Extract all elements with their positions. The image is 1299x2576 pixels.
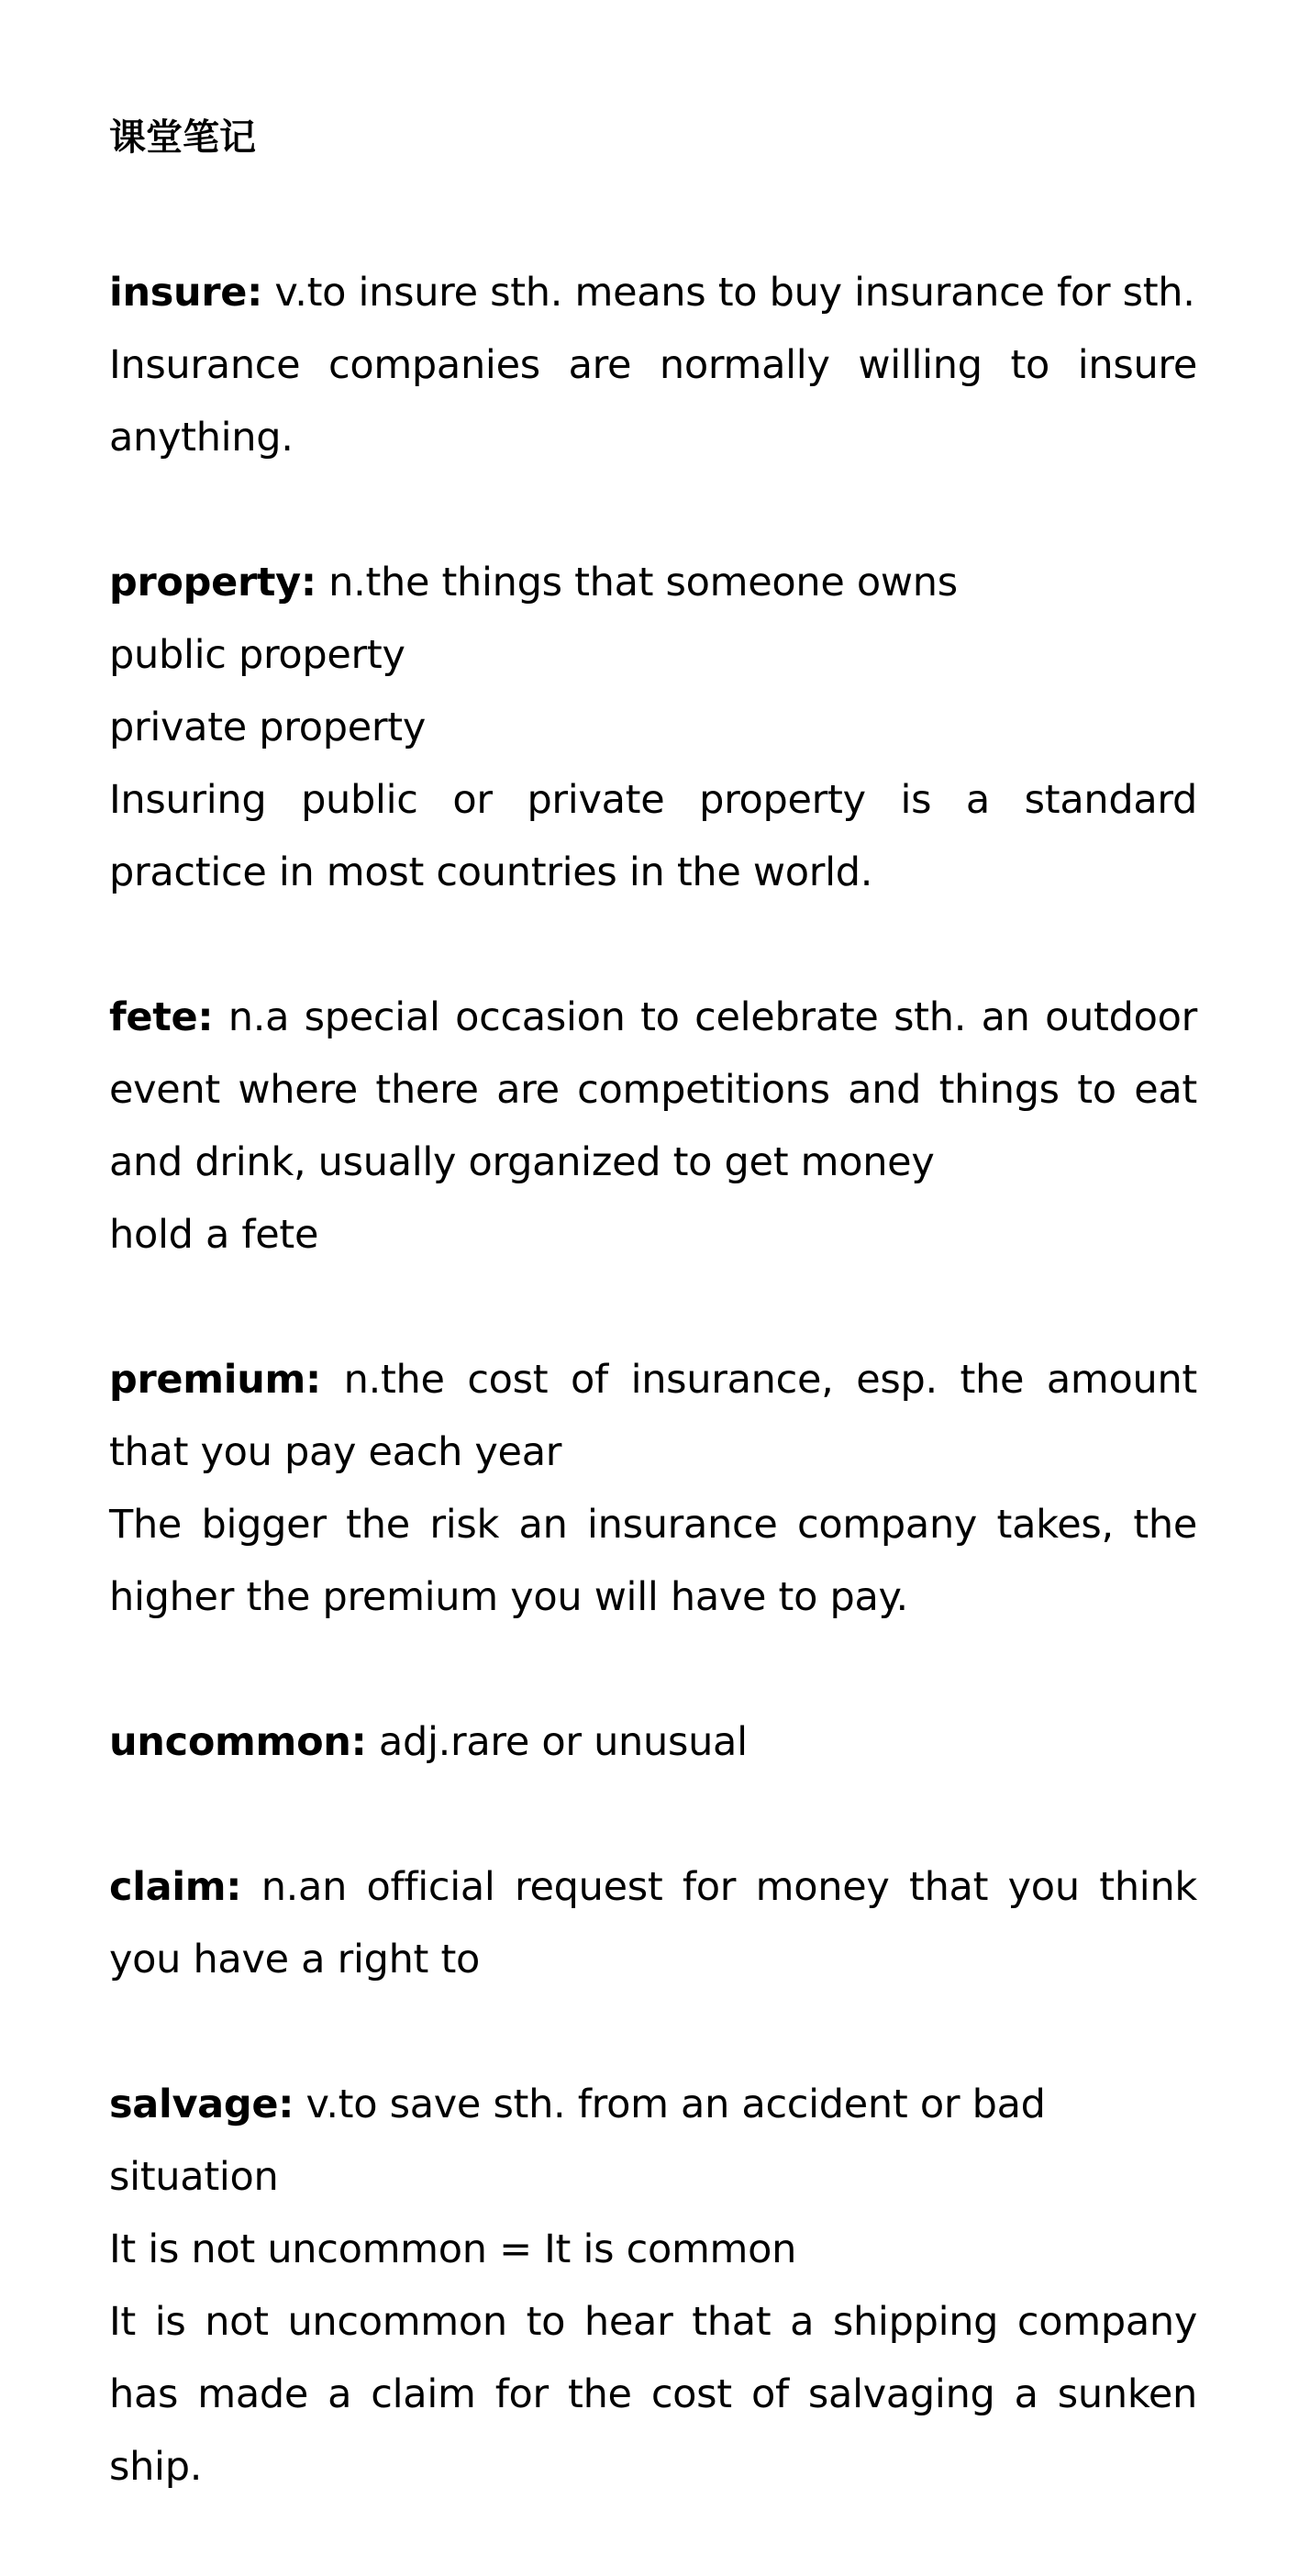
term: fete: [109, 994, 214, 1040]
definition: v.to save sth. from an accident or bad situation [109, 2082, 1046, 2200]
definition-line [109, 2069, 1197, 2214]
definition: n.the things that someone owns [316, 560, 958, 605]
term: claim: [109, 1864, 242, 1910]
example-line: Insurance companies are normally willing to insure anything. [109, 342, 1197, 461]
definition-line [109, 1706, 1197, 1779]
example-line: It is not uncommon to hear that a shipping company has made a claim for the cost of salvaging a sunken ship. [109, 2299, 1197, 2490]
definition-line [109, 257, 1197, 329]
definition: n.a special occasion to celebrate sth. an outdoor event where there are competitions and things to eat and drink, usually organized to get money [109, 994, 1197, 1185]
definition: n.an official request for money that you think you have a right to [109, 1864, 1197, 1982]
definition: n.the cost of insurance, esp. the amount that you pay each year [109, 1357, 1197, 1475]
definition-line [109, 1344, 1197, 1489]
entry-insure [109, 257, 1197, 474]
definition-line [109, 982, 1197, 1199]
example-line: Insuring public or private property is a standard practice in most countries in the world. [109, 777, 1197, 895]
term: salvage: [109, 2082, 294, 2127]
example-line: private property [109, 705, 426, 750]
definition-line [109, 1851, 1197, 1996]
entry-property [109, 547, 1197, 909]
example-line: hold a fete [109, 1212, 319, 1258]
definition-line [109, 547, 1197, 619]
example-line: public property [109, 632, 405, 678]
example-line: It is not uncommon = It is common [109, 2226, 797, 2272]
term: insure: [109, 270, 263, 316]
definition: adj.rare or unusual [366, 1719, 748, 1765]
definition: v.to insure sth. means to buy insurance for sth. [262, 270, 1195, 316]
term: uncommon: [109, 1719, 367, 1765]
entry-claim [109, 1851, 1197, 1996]
entry-premium [109, 1344, 1197, 1634]
entry-fete [109, 982, 1197, 1271]
notes-body [109, 110, 1197, 2576]
example-line: The bigger the risk an insurance company takes, the higher the premium you will have to pay. [109, 1502, 1197, 1620]
entry-salvage [109, 2069, 1197, 2504]
entry-uncommon [109, 1706, 1197, 1779]
term: premium: [109, 1357, 321, 1403]
page-title: 课堂笔记 [109, 117, 256, 159]
term: property: [109, 560, 316, 605]
